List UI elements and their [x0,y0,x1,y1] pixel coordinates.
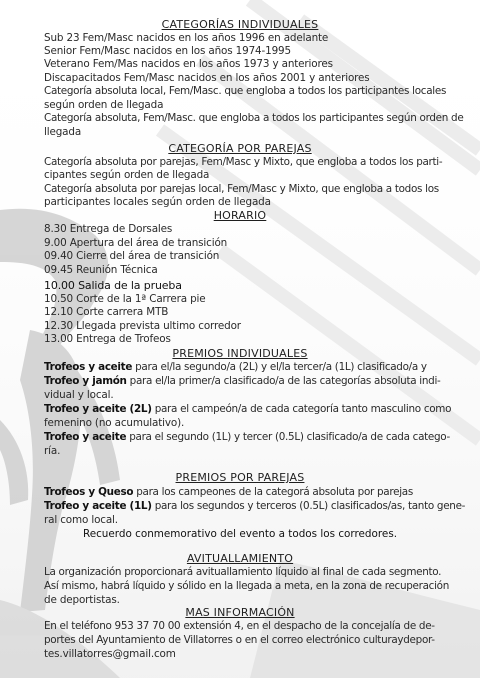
premio-text: para los campeones de la categorá absoluta por parejas [133,486,413,498]
avituallamiento-line: La organización proporcionará avituallamiento líquido al final de cada segmento. [44,566,442,578]
horario-item: 09.40 Cierre del área de transición [44,250,220,262]
premio-highlight: Trofeo y aceite (1L) [44,500,152,512]
recuerdo-note: Recuerdo conmemorativo del evento a todos los corredores. [82,528,398,540]
premio-pareja-line [44,500,466,514]
avituallamiento-line: de deportistas. [44,594,120,606]
horario-item: 12.30 Llegada prevista ultimo corredor [44,320,241,332]
premio-text: para el segundo (1L) y tercer (0.5L) clasificado/a de cada catego- [126,431,451,443]
premio-text: para los segundos y terceros (0.5L) clasificados/as, tanto gene- [151,500,466,512]
info-email-line: tes.villatorres@gmail.com [44,648,176,660]
categoria-line: llegada [44,126,82,138]
premio-highlight: Trofeo y aceite (2L) [44,403,152,415]
premio-highlight: Trofeos y Queso [44,486,134,498]
avituallamiento-line: Así mismo, habrá líquido y sólido en la llegada a meta, en la zona de recuperación [44,580,450,592]
avituallamiento-title: AVITUALLAMIENTO [186,552,294,565]
pareja-line: Categoría absoluta por parejas local, Fem/Masc y Mixto, que engloba a todos los [44,183,439,195]
premio-line: femenino (no acumulativo). [44,417,185,429]
premio-highlight: Trofeo y jamón [44,375,127,387]
categoria-line: Senior Fem/Masc nacidos en los años 1974-1995 [44,45,291,57]
horario-item: 13.00 Entrega de Trofeos [44,333,171,345]
premio-text: para el/la primer/a clasificado/a de las categorías absoluta indi- [126,375,441,387]
premio-line [44,431,451,445]
horario-item: 8.30 Entrega de Dorsales [44,223,173,235]
horario-item: 9.00 Apertura del área de transición [44,237,228,249]
pareja-line: participantes locales según orden de llegada [44,196,271,208]
categorias-title: CATEGORÍAS INDIVIDUALES [161,18,319,31]
pareja-line: Categoría absoluta por parejas, Fem/Masc y Mixto, que engloba a todos los parti- [44,156,443,168]
categoria-line: Categoría absoluta local, Fem/Masc. que engloba a todos los participantes locales [44,85,447,97]
premios-individuales-title: PREMIOS INDIVIDUALES [172,347,308,360]
premios-parejas-title: PREMIOS POR PAREJAS [175,471,305,484]
premio-line: vidual y local. [44,389,114,401]
horario-item: 10.50 Corte de la 1ª Carrera pie [44,293,206,305]
premio-text: para el campeón/a de cada categoría tanto masculino como [151,403,452,415]
categoria-line: Sub 23 Fem/Masc nacidos en los años 1996 en adelante [44,32,329,44]
info-line: portes del Ayuntamiento de Villatorres o en el correo electrónico culturaydepor- [44,634,435,646]
premio-highlight: Trofeo y aceite [44,431,127,443]
categoria-line: según orden de llegada [44,99,164,111]
categoria-line: Categoría absoluta, Fem/Masc. que engloba a todos los participantes según orden de [44,112,464,124]
premio-pareja-line: ral como local. [44,514,118,526]
premio-line [44,361,444,375]
premio-line: ría. [44,445,61,457]
horario-title: HORARIO [213,209,267,222]
horario-item-salida: 10.00 Salida de la prueba [44,279,182,292]
parejas-title: CATEGORÍA POR PAREJAS [168,142,312,155]
premio-line [44,403,452,417]
premio-line [44,375,444,389]
categoria-line: Discapacitados Fem/Masc nacidos en los años 2001 y anteriores [44,72,370,84]
premio-pareja-line [44,486,444,500]
horario-item: 09.45 Reunión Técnica [44,264,158,276]
premio-highlight: Trofeos y aceite [44,361,133,373]
categoria-line: Veterano Fem/Mas nacidos en los años 1973 y anteriores [44,58,333,70]
horario-item: 12.10 Corte carrera MTB [44,306,169,318]
mas-informacion-title: MAS INFORMACIÓN [185,606,295,619]
info-line: En el teléfono 953 37 70 00 extensión 4, en el despacho de la concejalía de de- [44,620,435,632]
pareja-line: cipantes según orden de llegada [44,169,210,181]
premio-text: para el/la segundo/a (2L) y el/la tercer/a (1L) clasificado/a y [132,361,427,373]
